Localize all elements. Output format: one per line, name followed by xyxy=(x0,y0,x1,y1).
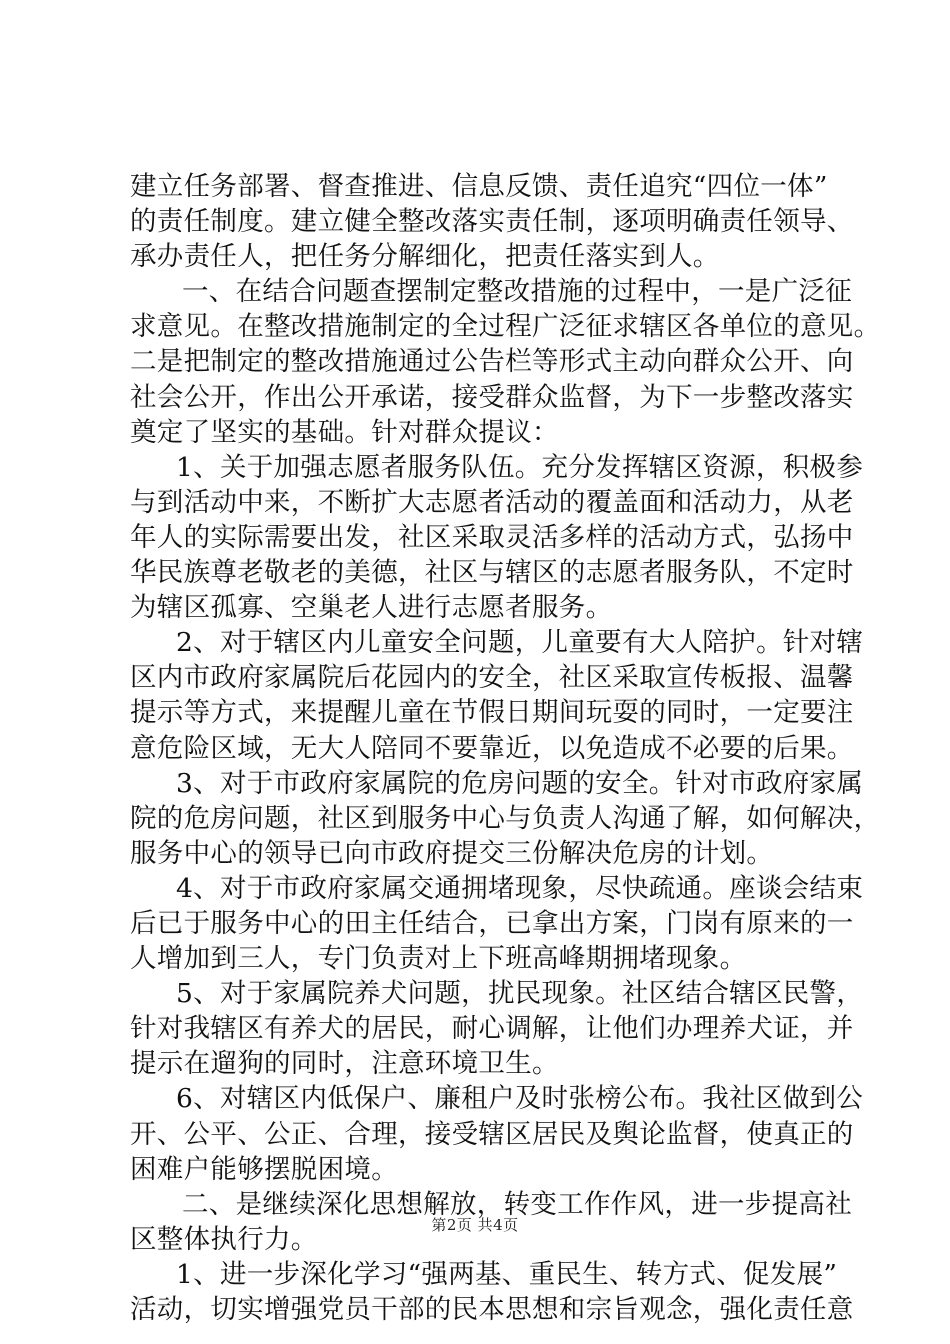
text-line: 针对我辖区有养犬的居民，耐心调解，让他们办理养犬证，并 xyxy=(130,1013,854,1045)
section-heading-line: 二、是继续深化思想解放，转变工作作风，进一步提高社 xyxy=(182,1188,852,1220)
list-item-line: 6、对辖区内低保户、廉租户及时张榜公布。我社区做到公 xyxy=(176,1083,864,1115)
text-line: 奠定了坚实的基础。针对群众提议： xyxy=(130,416,559,448)
text-line: 开、公平、公正、合理，接受辖区居民及舆论监督，使真正的 xyxy=(130,1118,854,1150)
text-line: 华民族尊老敬老的美德，社区与辖区的志愿者服务队，不定时 xyxy=(130,557,854,589)
list-item-line: 2、对于辖区内儿童安全问题，儿童要有大人陪护。针对辖 xyxy=(176,627,864,659)
document-body xyxy=(130,169,881,1327)
text-line: 的责任制度。建立健全整改落实责任制，逐项明确责任领导、 xyxy=(130,206,854,238)
list-item-line: 5、对于家属院养犬问题，扰民现象。社区结合辖区民警， xyxy=(176,978,864,1010)
text-line: 区整体执行力。 xyxy=(130,1223,318,1255)
section-heading-line: 一、在结合问题查摆制定整改措施的过程中，一是广泛征 xyxy=(182,276,852,308)
text-line: 社会公开，作出公开承诺，接受群众监督，为下一步整改落实 xyxy=(130,381,854,413)
text-line: 承办责任人，把任务分解细化，把责任落实到人。 xyxy=(130,241,720,273)
list-item-line: 1、关于加强志愿者服务队伍。充分发挥辖区资源，积极参 xyxy=(176,451,864,483)
list-item-line: 4、对于市政府家属交通拥堵现象，尽快疏通。座谈会结束 xyxy=(176,872,864,904)
text-line: 求意见。在整改措施制定的全过程广泛征求辖区各单位的意见。 xyxy=(130,311,881,343)
text-line: 服务中心的领导已向市政府提交三份解决危房的计划。 xyxy=(130,837,774,869)
text-line: 区内市政府家属院后花园内的安全，社区采取宣传板报、温馨 xyxy=(130,662,854,694)
text-line: 二是把制定的整改措施通过公告栏等形式主动向群众公开、向 xyxy=(130,346,854,378)
list-item-line: 3、对于市政府家属院的危房问题的安全。针对市政府家属 xyxy=(176,767,864,799)
text-line: 提示在遛狗的同时，注意环境卫生。 xyxy=(130,1048,559,1080)
text-line: 提示等方式，来提醒儿童在节假日期间玩耍的同时，一定要注 xyxy=(130,697,854,729)
page-footer: 第2页 共4页 xyxy=(431,1216,519,1234)
text-line: 院的危房问题，社区到服务中心与负责人沟通了解，如何解决， xyxy=(130,802,881,834)
text-line: 后已于服务中心的田主任结合，已拿出方案，门岗有原来的一 xyxy=(130,907,854,939)
text-line: 年人的实际需要出发，社区采取灵活多样的活动方式，弘扬中 xyxy=(130,521,854,553)
text-line: 活动，切实增强党员干部的民本思想和宗旨观念，强化责任意 xyxy=(130,1294,854,1325)
text-line: 建立任务部署、督查推进、信息反馈、责任追究“四位一体” xyxy=(130,171,828,202)
text-line: 与到活动中来，不断扩大志愿者活动的覆盖面和活动力，从老 xyxy=(130,486,854,518)
text-line: 人增加到三人，专门负责对上下班高峰期拥堵现象。 xyxy=(130,943,747,975)
text-line: 意危险区域，无大人陪同不要靠近，以免造成不必要的后果。 xyxy=(130,732,854,764)
text-line: 困难户能够摆脱困境。 xyxy=(130,1153,398,1185)
text-line: 为辖区孤寡、空巢老人进行志愿者服务。 xyxy=(130,592,613,624)
list-item-line: 1、进一步深化学习“强两基、重民生、转方式、促发展” xyxy=(176,1258,838,1290)
